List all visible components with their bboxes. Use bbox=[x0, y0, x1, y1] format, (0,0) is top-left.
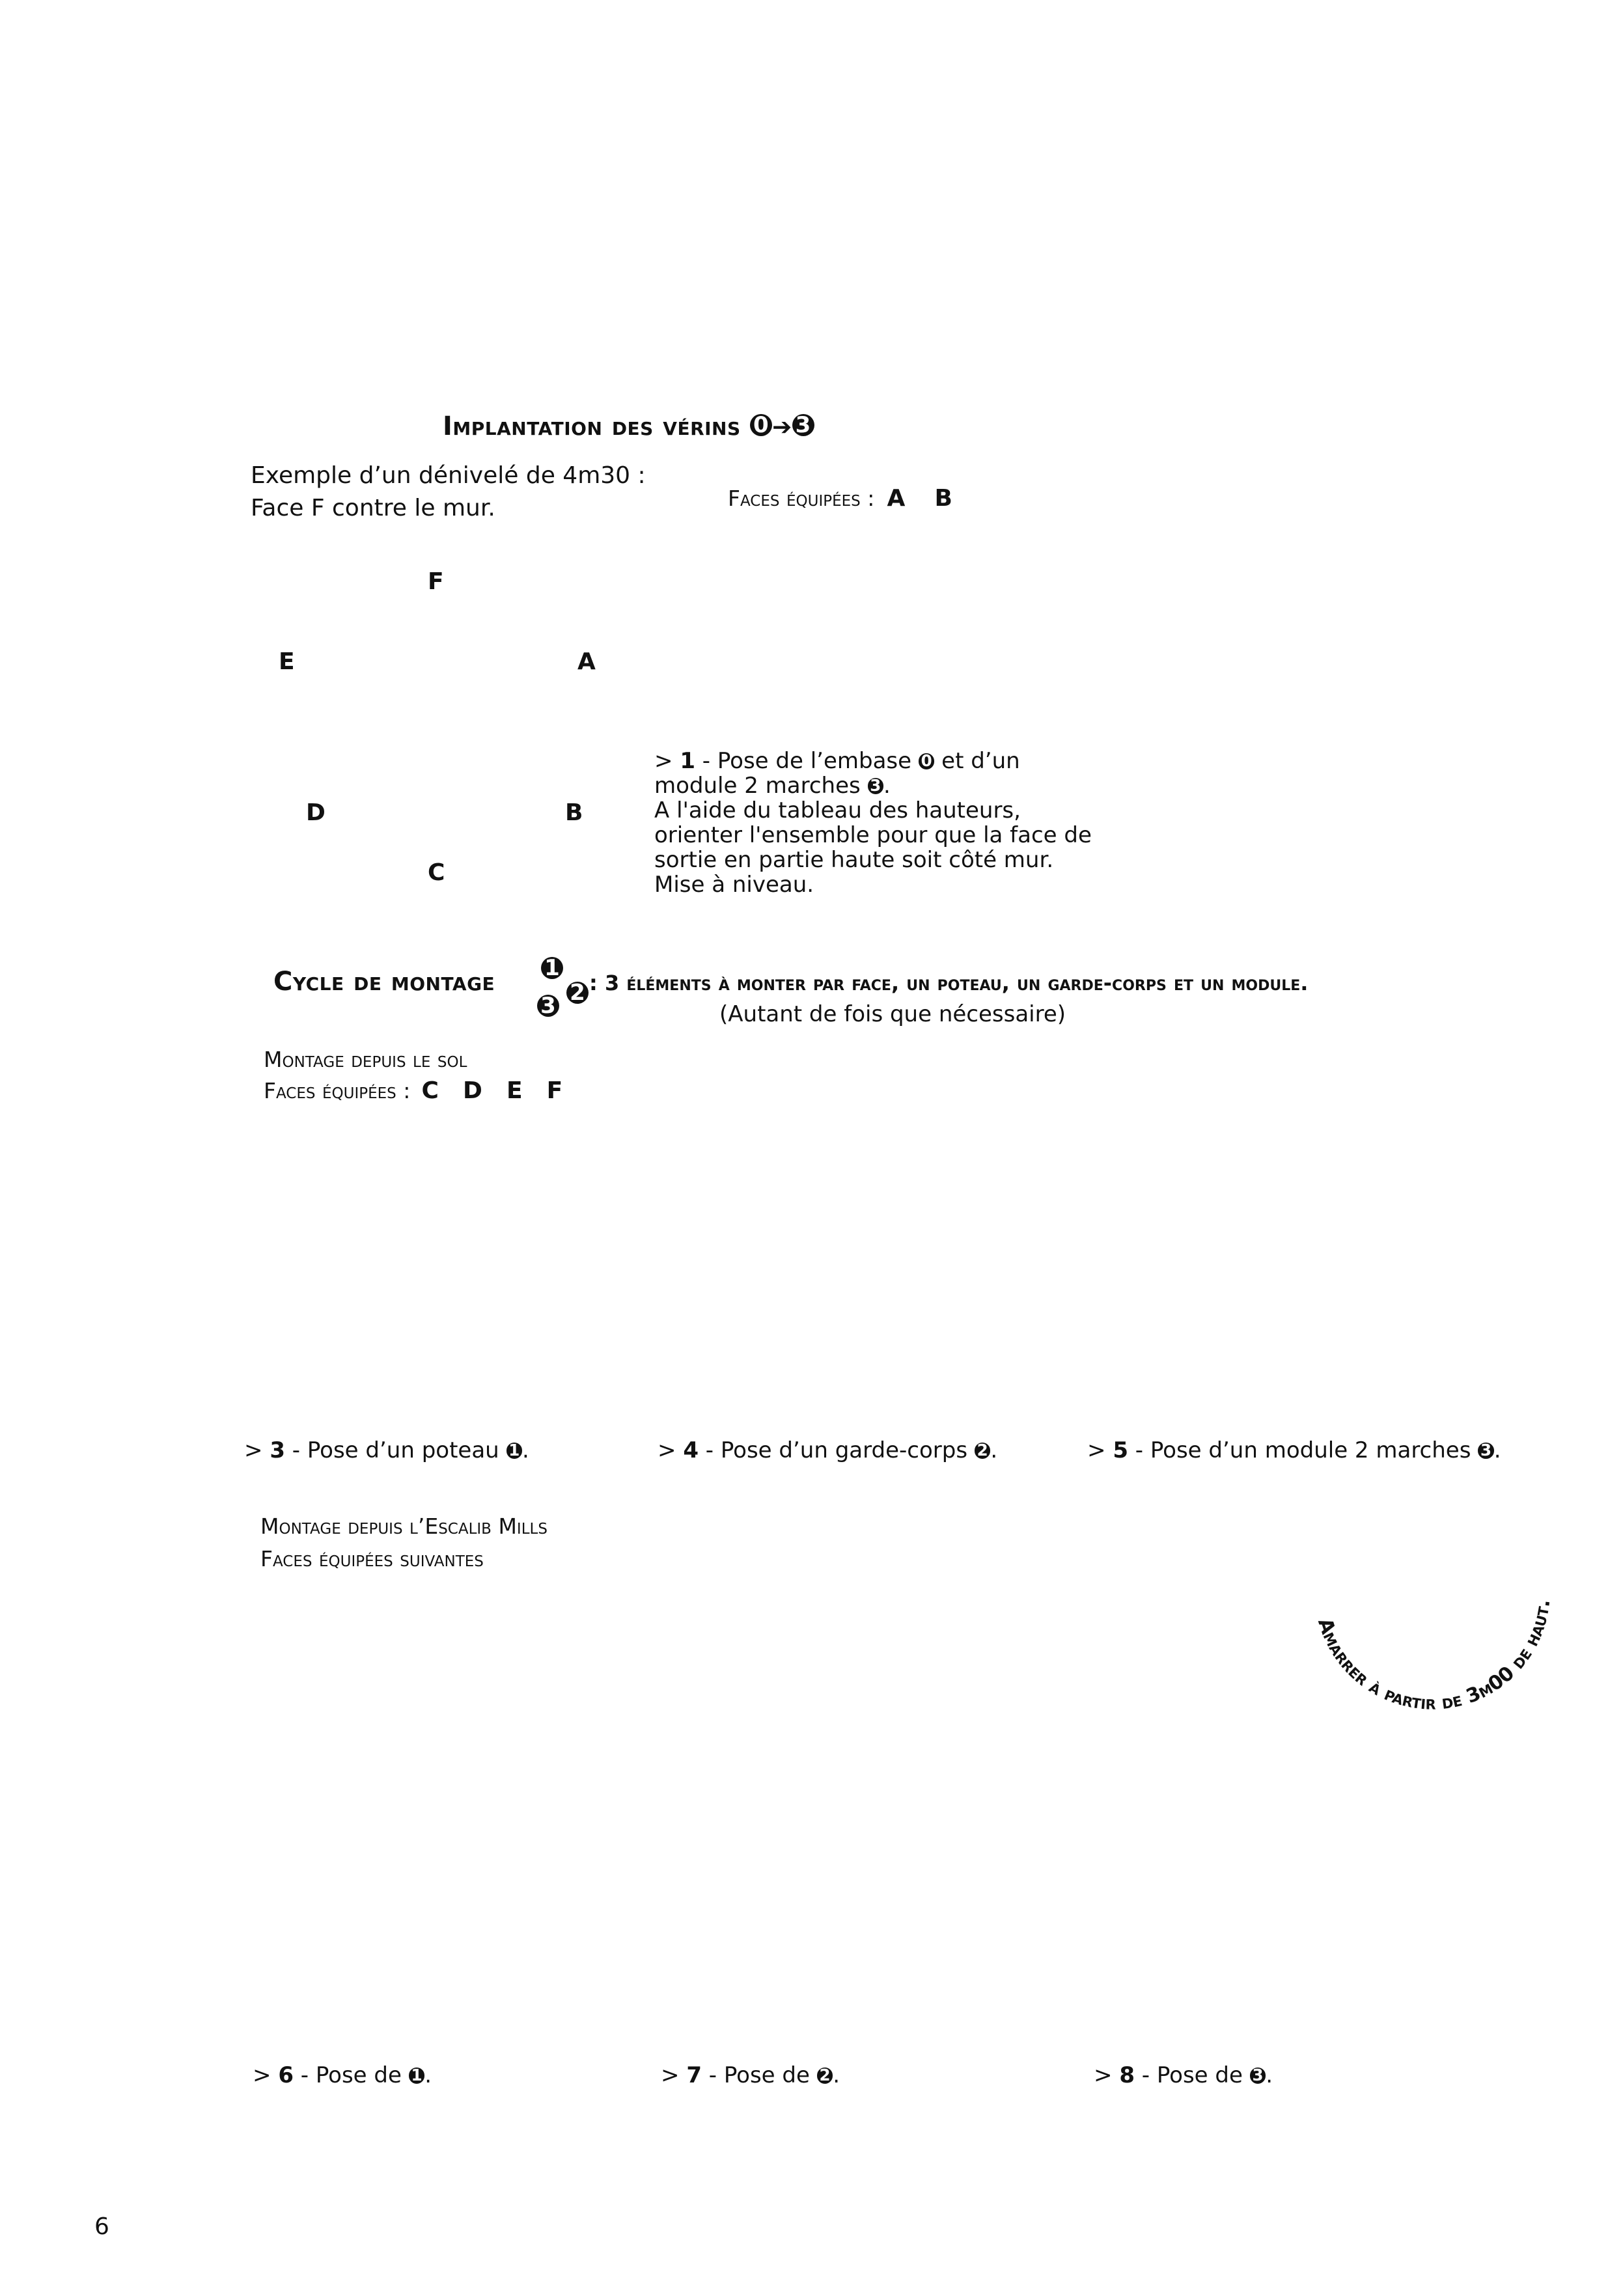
step-7: > 7 - Pose de 2 . bbox=[661, 2062, 840, 2088]
intro-line-2: Face F contre le mur. bbox=[251, 495, 495, 521]
cycle-note: (Autant de fois que nécessaire) bbox=[719, 1001, 1066, 1027]
face-label-d: D bbox=[463, 1077, 482, 1104]
diagram-label-e: E bbox=[279, 648, 295, 675]
arc-text: Amarrer à partir de 3m00 de haut. bbox=[1313, 1598, 1555, 1715]
step-1-block: > 1 - Pose de l’embase 0 et d’un module 2 marches 3 . A l'aide du tableau des hauteurs, orienter l'ensemble pour que la face de sortie en partie haute soit côté mur. Mise à niveau. bbox=[654, 748, 1092, 898]
faces-equipped-ground: Faces équipées : C D E F bbox=[264, 1077, 563, 1104]
mills-assembly-title: Montage depuis l’Escalib Mills bbox=[260, 1514, 548, 1539]
diagram-label-d: D bbox=[306, 799, 326, 826]
face-label-a: A bbox=[887, 485, 906, 512]
circled-zero-icon: 0 bbox=[750, 414, 772, 436]
ground-assembly-title: Montage depuis le sol bbox=[264, 1047, 467, 1072]
circled-zero-icon: 0 bbox=[919, 753, 934, 769]
svg-text:Amarrer à partir de 3m00 de ha bbox=[1313, 1598, 1555, 1714]
step-number: 7 bbox=[686, 2062, 702, 2088]
face-label-f: F bbox=[546, 1077, 563, 1104]
arrow-right-icon: ➔ bbox=[772, 414, 792, 441]
circled-one-icon: 1 bbox=[541, 957, 563, 979]
circled-three-icon: 3 bbox=[792, 414, 814, 436]
step-number: 4 bbox=[683, 1437, 699, 1463]
circled-three-icon: 3 bbox=[1478, 1443, 1493, 1458]
page-number: 6 bbox=[94, 2213, 109, 2240]
diagram-label-c: C bbox=[428, 859, 445, 886]
cycle-icons bbox=[537, 957, 589, 1022]
diagram-label-a: A bbox=[577, 648, 596, 675]
circled-three-icon: 3 bbox=[868, 778, 883, 794]
step-number: 6 bbox=[278, 2062, 294, 2088]
circled-two-icon: 2 bbox=[566, 982, 589, 1004]
cycle-subtitle: : 3 éléments à monter par face, un poteau, un garde-corps et un module. bbox=[589, 971, 1309, 995]
mooring-arc-text bbox=[1289, 1549, 1595, 1758]
circled-two-icon: 2 bbox=[817, 2068, 833, 2083]
face-label-e: E bbox=[506, 1077, 523, 1104]
mills-faces-subtitle: Faces équipées suivantes bbox=[260, 1546, 484, 1571]
step-number: 3 bbox=[270, 1437, 285, 1463]
faces-equipped-top: Faces équipées : A B bbox=[728, 485, 952, 512]
step-6: > 6 - Pose de 1 . bbox=[253, 2062, 432, 2088]
circled-three-icon: 3 bbox=[537, 995, 559, 1017]
step-4: > 4 - Pose d’un garde-corps 2 . bbox=[658, 1437, 998, 1463]
section-title-implantation: Implantation des vérins 0 ➔ 3 bbox=[443, 411, 814, 441]
step-8: > 8 - Pose de 3 . bbox=[1094, 2062, 1273, 2088]
diagram-label-b: B bbox=[565, 799, 583, 826]
step-number: 1 bbox=[680, 748, 695, 774]
circled-one-icon: 1 bbox=[506, 1443, 522, 1458]
section-title-cycle: Cycle de montage bbox=[273, 967, 495, 997]
step-number: 5 bbox=[1113, 1437, 1128, 1463]
diagram-label-f: F bbox=[428, 568, 444, 595]
intro-line-1: Exemple d’un dénivelé de 4m30 : bbox=[251, 462, 646, 489]
circled-one-icon: 1 bbox=[409, 2068, 424, 2083]
step-5: > 5 - Pose d’un module 2 marches 3 . bbox=[1087, 1437, 1501, 1463]
circled-three-icon: 3 bbox=[1250, 2068, 1266, 2083]
step-3: > 3 - Pose d’un poteau 1 . bbox=[244, 1437, 529, 1463]
face-label-c: C bbox=[421, 1077, 439, 1104]
step-number: 8 bbox=[1119, 2062, 1135, 2088]
face-label-b: B bbox=[934, 485, 952, 512]
circled-two-icon: 2 bbox=[975, 1443, 990, 1458]
